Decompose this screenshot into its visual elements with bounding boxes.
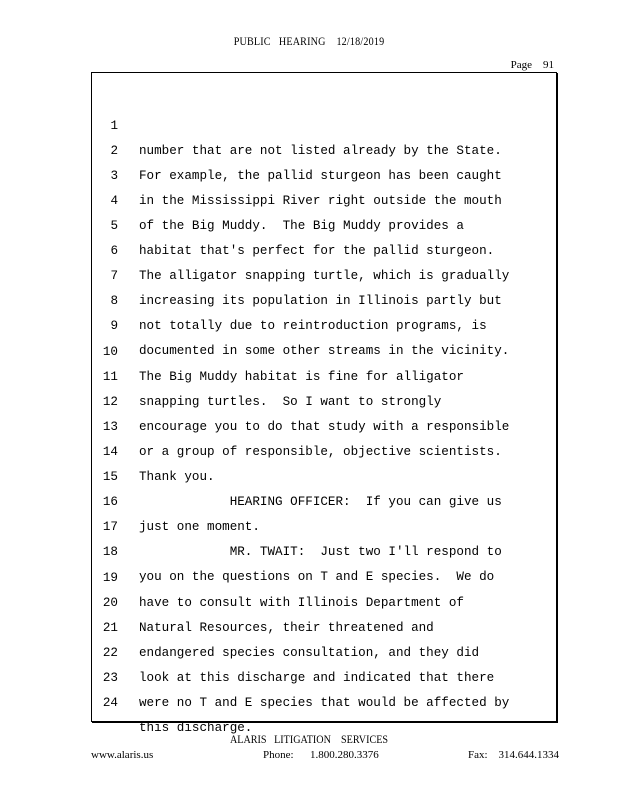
line-text: HEARING OFFICER: If you can give us [139, 495, 502, 509]
line-number: 24 [102, 696, 118, 710]
line-text: you on the questions on T and E species. We do [139, 570, 495, 584]
line-number: 21 [102, 621, 118, 635]
line-number: 18 [102, 545, 118, 559]
line-text: The Big Muddy habitat is fine for alligator [139, 370, 464, 384]
line-number: 15 [102, 470, 118, 484]
line-text: look at this discharge and indicated that there [139, 671, 495, 685]
line-text: this discharge. [139, 721, 253, 735]
line-text: encourage you to do that study with a responsible [139, 420, 510, 434]
line-text: in the Mississippi River right outside the mouth [139, 194, 502, 208]
line-text: of the Big Muddy. The Big Muddy provides a [139, 219, 464, 233]
line-text: have to consult with Illinois Department of [139, 596, 464, 610]
line-number: 17 [102, 520, 118, 534]
line-text: number that are not listed already by the State. [139, 144, 502, 158]
line-number: 3 [110, 169, 118, 183]
line-number: 19 [102, 571, 118, 585]
line-number: 10 [102, 345, 118, 359]
line-number: 11 [102, 370, 118, 384]
line-text: documented in some other streams in the vicinity. [139, 344, 510, 358]
line-number: 23 [102, 671, 118, 685]
footer-website: www.alaris.us [91, 749, 154, 761]
line-text: MR. TWAIT: Just two I'll respond to [139, 545, 502, 559]
line-number: 7 [110, 269, 118, 283]
line-text: snapping turtles. So I want to strongly [139, 395, 442, 409]
line-number: 20 [102, 596, 118, 610]
transcript-line [92, 89, 558, 158]
hearing-title: PUBLIC HEARING 12/18/2019 [233, 36, 385, 48]
line-number: 1 [110, 119, 118, 133]
line-number: 4 [110, 194, 118, 208]
footer-fax: Fax: 314.644.1334 [468, 749, 560, 761]
line-number: 9 [110, 319, 118, 333]
line-number: 14 [102, 445, 118, 459]
line-text: Natural Resources, their threatened and [139, 621, 434, 635]
line-text: not totally due to reintroduction programs, is [139, 319, 487, 333]
footer-company-name: ALARIS LITIGATION SERVICES [229, 734, 389, 746]
line-number: 12 [102, 395, 118, 409]
transcript-box [91, 72, 557, 735]
line-text: Thank you. [139, 470, 215, 484]
line-text: endangered species consultation, and they did [139, 646, 480, 660]
line-text: were no T and E species that would be affected by [139, 696, 510, 710]
line-number: 2 [110, 144, 118, 158]
line-number: 8 [110, 294, 118, 308]
line-number: 5 [110, 219, 118, 233]
line-number: 13 [102, 420, 118, 434]
footer-phone: Phone: 1.800.280.3376 [263, 749, 379, 761]
line-text: or a group of responsible, objective scientists. [139, 445, 502, 459]
line-number: 22 [102, 646, 118, 660]
line-text: just one moment. [139, 520, 260, 534]
page-number: Page 91 [510, 59, 554, 71]
line-text: For example, the pallid sturgeon has been caught [139, 169, 502, 183]
line-text: increasing its population in Illinois partly but [139, 294, 502, 308]
line-number: 16 [102, 495, 118, 509]
line-text: habitat that's perfect for the pallid sturgeon. [139, 244, 495, 258]
line-number: 6 [110, 244, 118, 258]
line-text: The alligator snapping turtle, which is gradually [139, 269, 510, 283]
